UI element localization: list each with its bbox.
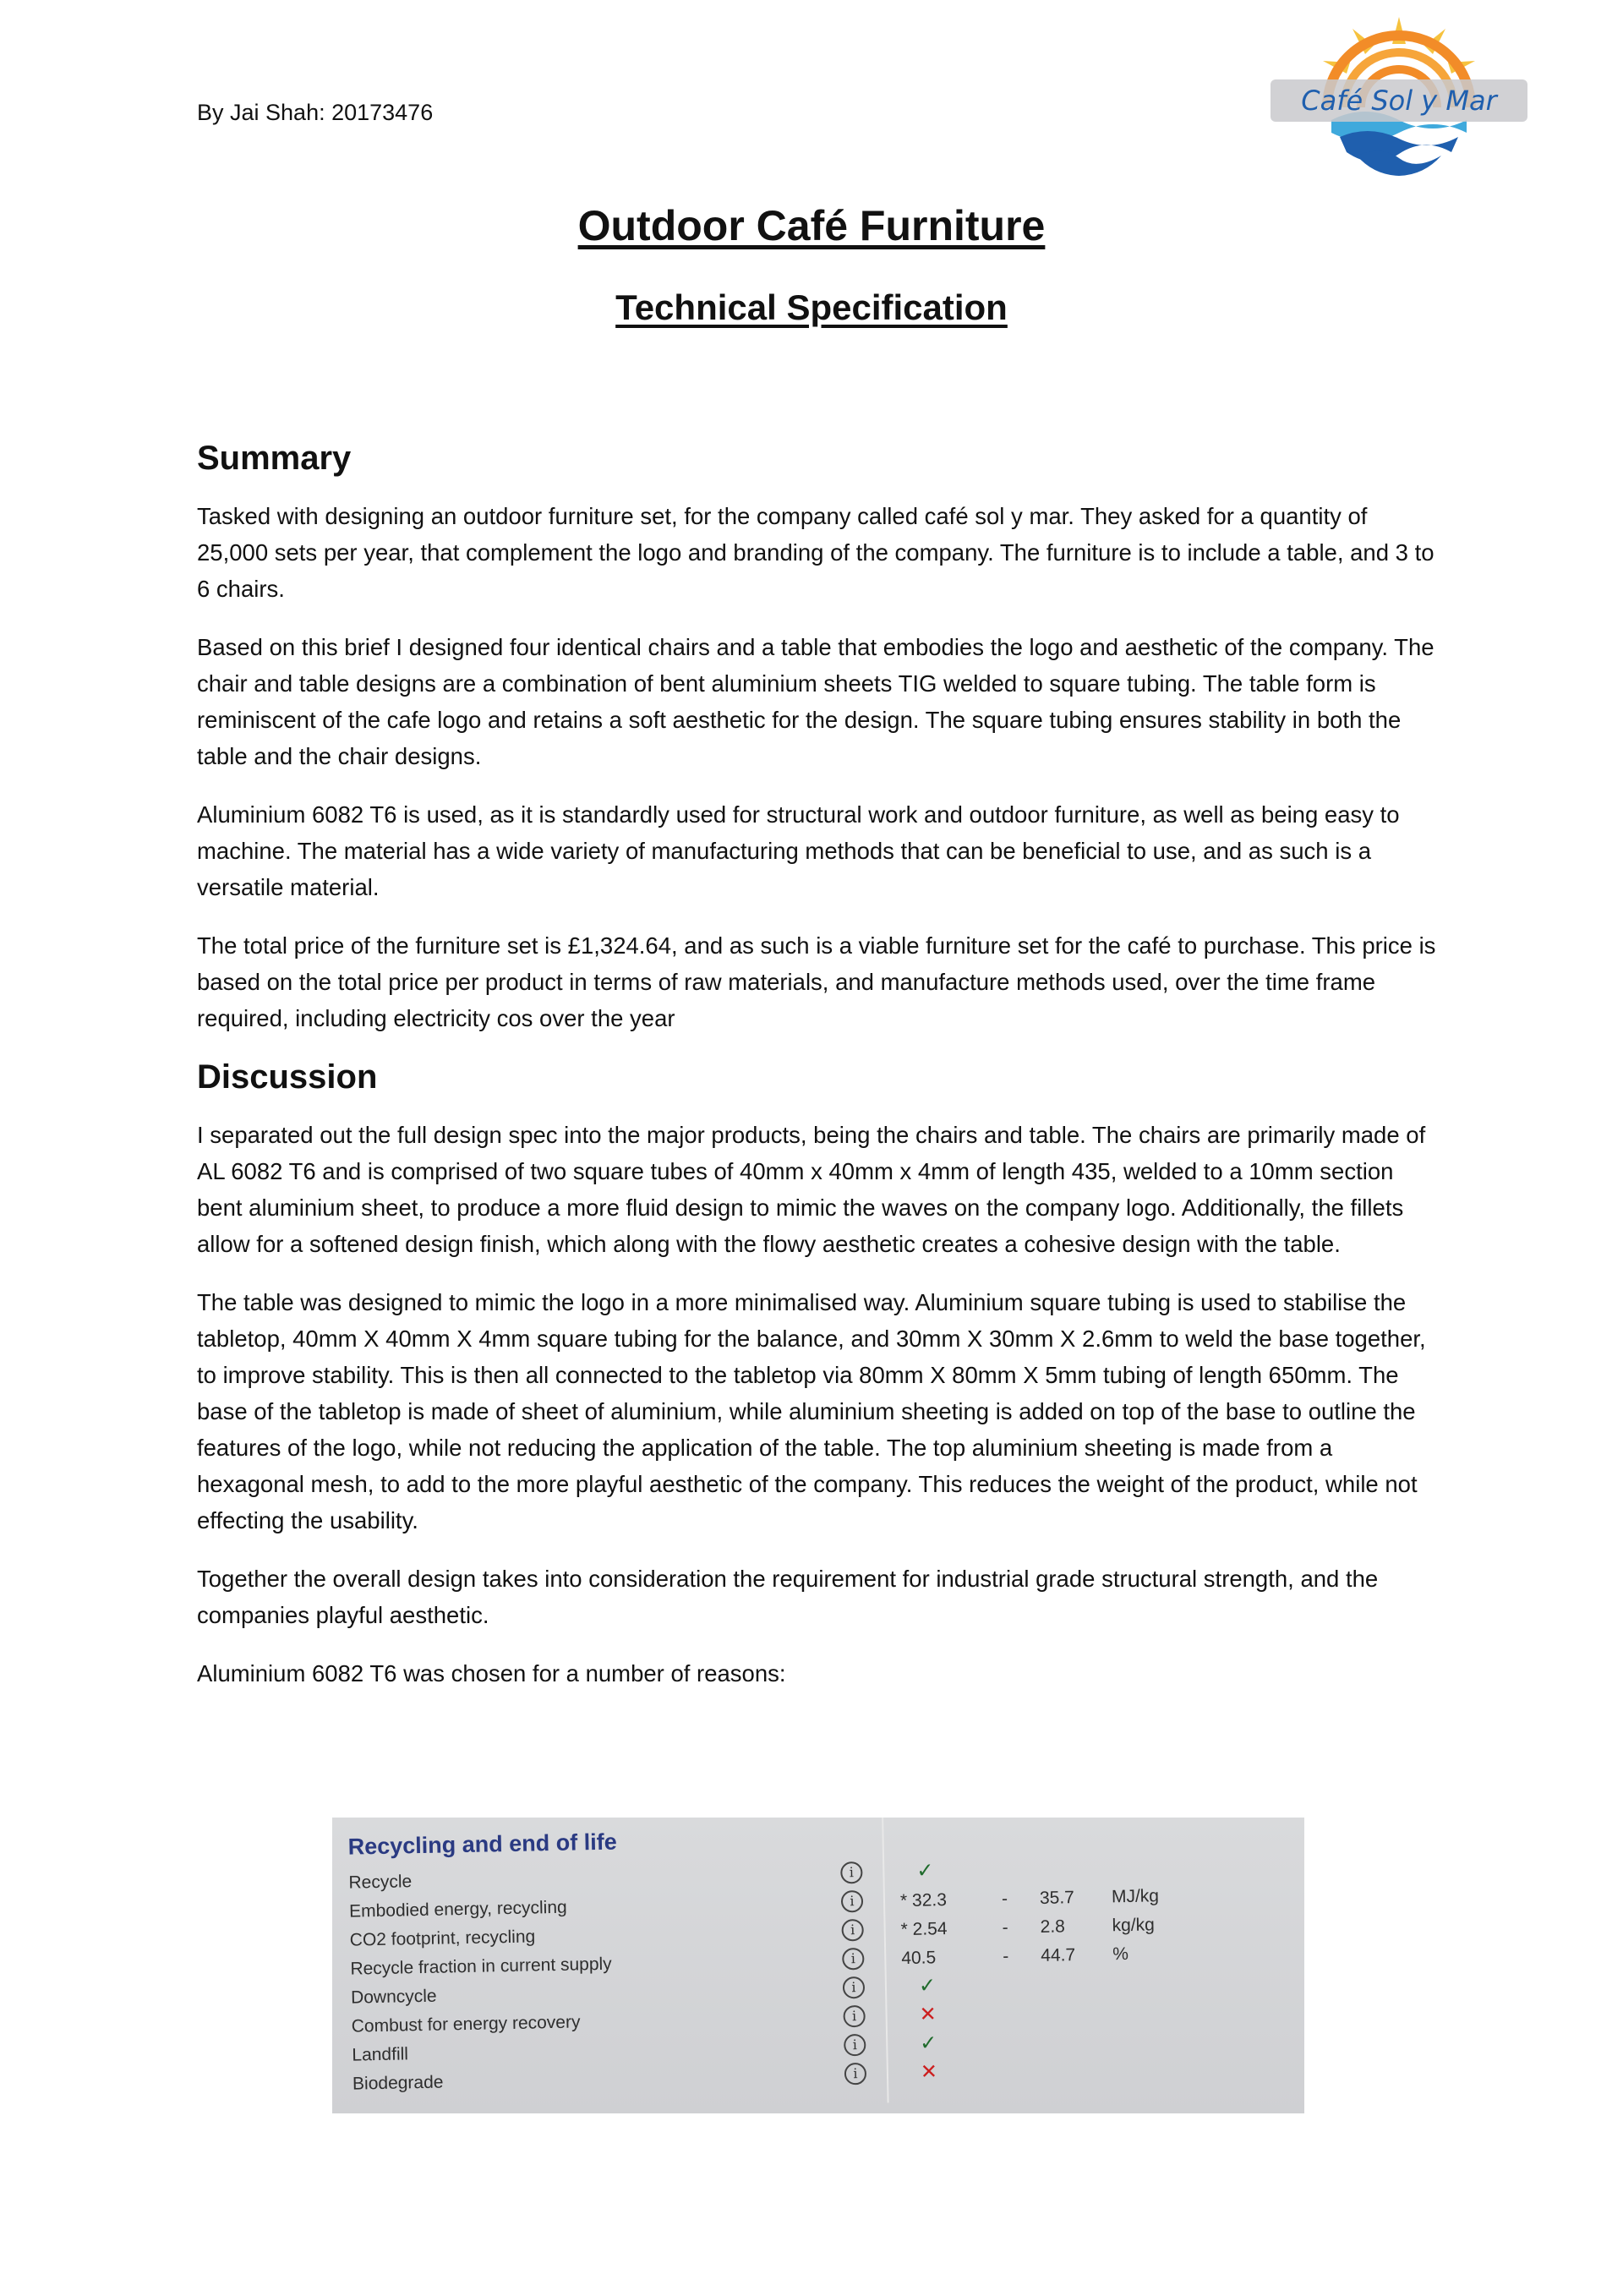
row-label: Biodegrade	[352, 2072, 444, 2094]
document-body	[197, 440, 1440, 1714]
value-high: 2.8	[1040, 1916, 1066, 1937]
row-label: Recycle	[348, 1872, 413, 1893]
row-label: Combust for energy recovery	[351, 2012, 581, 2036]
recycling-table-photo	[332, 1818, 1304, 2113]
info-icon: i	[841, 1890, 863, 1912]
discussion-heading: Discussion	[197, 1058, 378, 1096]
tick-icon: ✓	[919, 2031, 937, 2055]
value-high: 35.7	[1039, 1888, 1075, 1908]
discussion-paragraph: I separated out the full design spec into the major products, being the chairs and table. The chairs are primarily made of AL 6082 T6 and is comprised of two square tubes of 40mm x 40mm x 4mm of length 435, welded to a 10mm section bent aluminium sheet, to produce a more fluid design to mimic the waves on the company logo. Additionally, the fillets allow for a softened design finish, which along with the flowy aesthetic creates a cohesive design with the table.	[197, 1122, 1426, 1257]
info-icon: i	[844, 2034, 866, 2056]
tick-icon: ✓	[918, 1974, 937, 1998]
value-unit: kg/kg	[1112, 1915, 1156, 1936]
row-label: Downcycle	[350, 1986, 437, 2008]
discussion-paragraph: Aluminium 6082 T6 was chosen for a number of reasons:	[197, 1660, 786, 1686]
info-icon: i	[843, 2005, 865, 2027]
cross-icon: ✕	[920, 2060, 938, 2084]
range-dash: -	[1003, 1946, 1009, 1966]
info-icon: i	[843, 1976, 865, 1998]
value-high: 44.7	[1041, 1945, 1076, 1965]
summary-paragraph: Based on this brief I designed four identical chairs and a table that embodies the logo and aesthetic of the company. The chair and table designs are a combination of bent aluminium sheets TIG welded to square tubing. The table form is reminiscent of the cafe logo and retains a soft aesthetic for the design. The square tubing ensures stability in both the table and the chair designs.	[197, 634, 1434, 769]
info-icon: i	[840, 1861, 862, 1883]
value-unit: %	[1112, 1943, 1129, 1965]
value-unit: MJ/kg	[1111, 1886, 1160, 1907]
cafe-logo	[1264, 10, 1534, 179]
summary-heading: Summary	[197, 440, 352, 477]
value-low: * 2.54	[900, 1919, 948, 1940]
row-label: Embodied energy, recycling	[348, 1897, 567, 1922]
value-low: 40.5	[901, 1948, 937, 1969]
document-subtitle: Technical Specification	[615, 287, 1008, 327]
row-label: CO2 footprint, recycling	[349, 1927, 536, 1950]
info-icon: i	[842, 1948, 864, 1970]
discussion-paragraph: Together the overall design takes into consideration the requirement for industrial grade structural strength, and the companies playful aesthetic.	[197, 1566, 1379, 1628]
logo-text: Café Sol y Mar	[1301, 85, 1497, 117]
sun-wave-logo-icon	[1264, 10, 1534, 179]
range-dash: -	[1002, 1917, 1008, 1938]
recycling-table-title: Recycling and end of life	[347, 1829, 617, 1860]
info-icon: i	[841, 1919, 863, 1941]
range-dash: -	[1001, 1889, 1008, 1909]
tick-icon: ✓	[916, 1859, 934, 1883]
author-line: By Jai Shah: 20173476	[197, 100, 434, 125]
row-label: Recycle fraction in current supply	[350, 1954, 612, 1979]
summary-paragraph: The total price of the furniture set is £1,324.64, and as such is a viable furniture set for the café to purchase. This price is based on the total price per product in terms of raw materials, and manufacture methods used, over the time frame required, including electricity cos over the year	[197, 932, 1436, 1031]
discussion-paragraph: The table was designed to mimic the logo in a more minimalised way. Aluminium square tubing is used to stabilise the tabletop, 40mm X 40mm X 4mm square tubing for the balance, and 30mm X 30mm X 2.6mm to weld the base together, to improve stability. This is then all connected to the tabletop via 80mm X 80mm X 5mm tubing of length 650mm. The base of the tabletop is made of sheet of aluminium, while aluminium sheeting is added on top of the base to outline the features of the logo, while not reducing the application of the table. The top aluminium sheeting is made from a hexagonal mesh, to add to the more playful aesthetic of the company. This reduces the weight of the product, while not effecting the usability.	[197, 1289, 1426, 1533]
summary-paragraph: Tasked with designing an outdoor furniture set, for the company called café sol y mar. They asked for a quantity of 25,000 sets per year, that complement the logo and branding of the company. The furniture is to include a table, and 3 to 6 chairs.	[197, 503, 1434, 602]
document-title: Outdoor Café Furniture	[577, 202, 1046, 249]
info-icon: i	[844, 2063, 866, 2085]
summary-paragraph: Aluminium 6082 T6 is used, as it is standardly used for structural work and outdoor furniture, as well as being easy to machine. The material has a wide variety of manufacturing methods that can be beneficial to use, and as such is a versatile material.	[197, 801, 1400, 900]
row-label: Landfill	[352, 2044, 409, 2065]
value-low: * 32.3	[899, 1890, 948, 1911]
cross-icon: ✕	[919, 2003, 937, 2026]
